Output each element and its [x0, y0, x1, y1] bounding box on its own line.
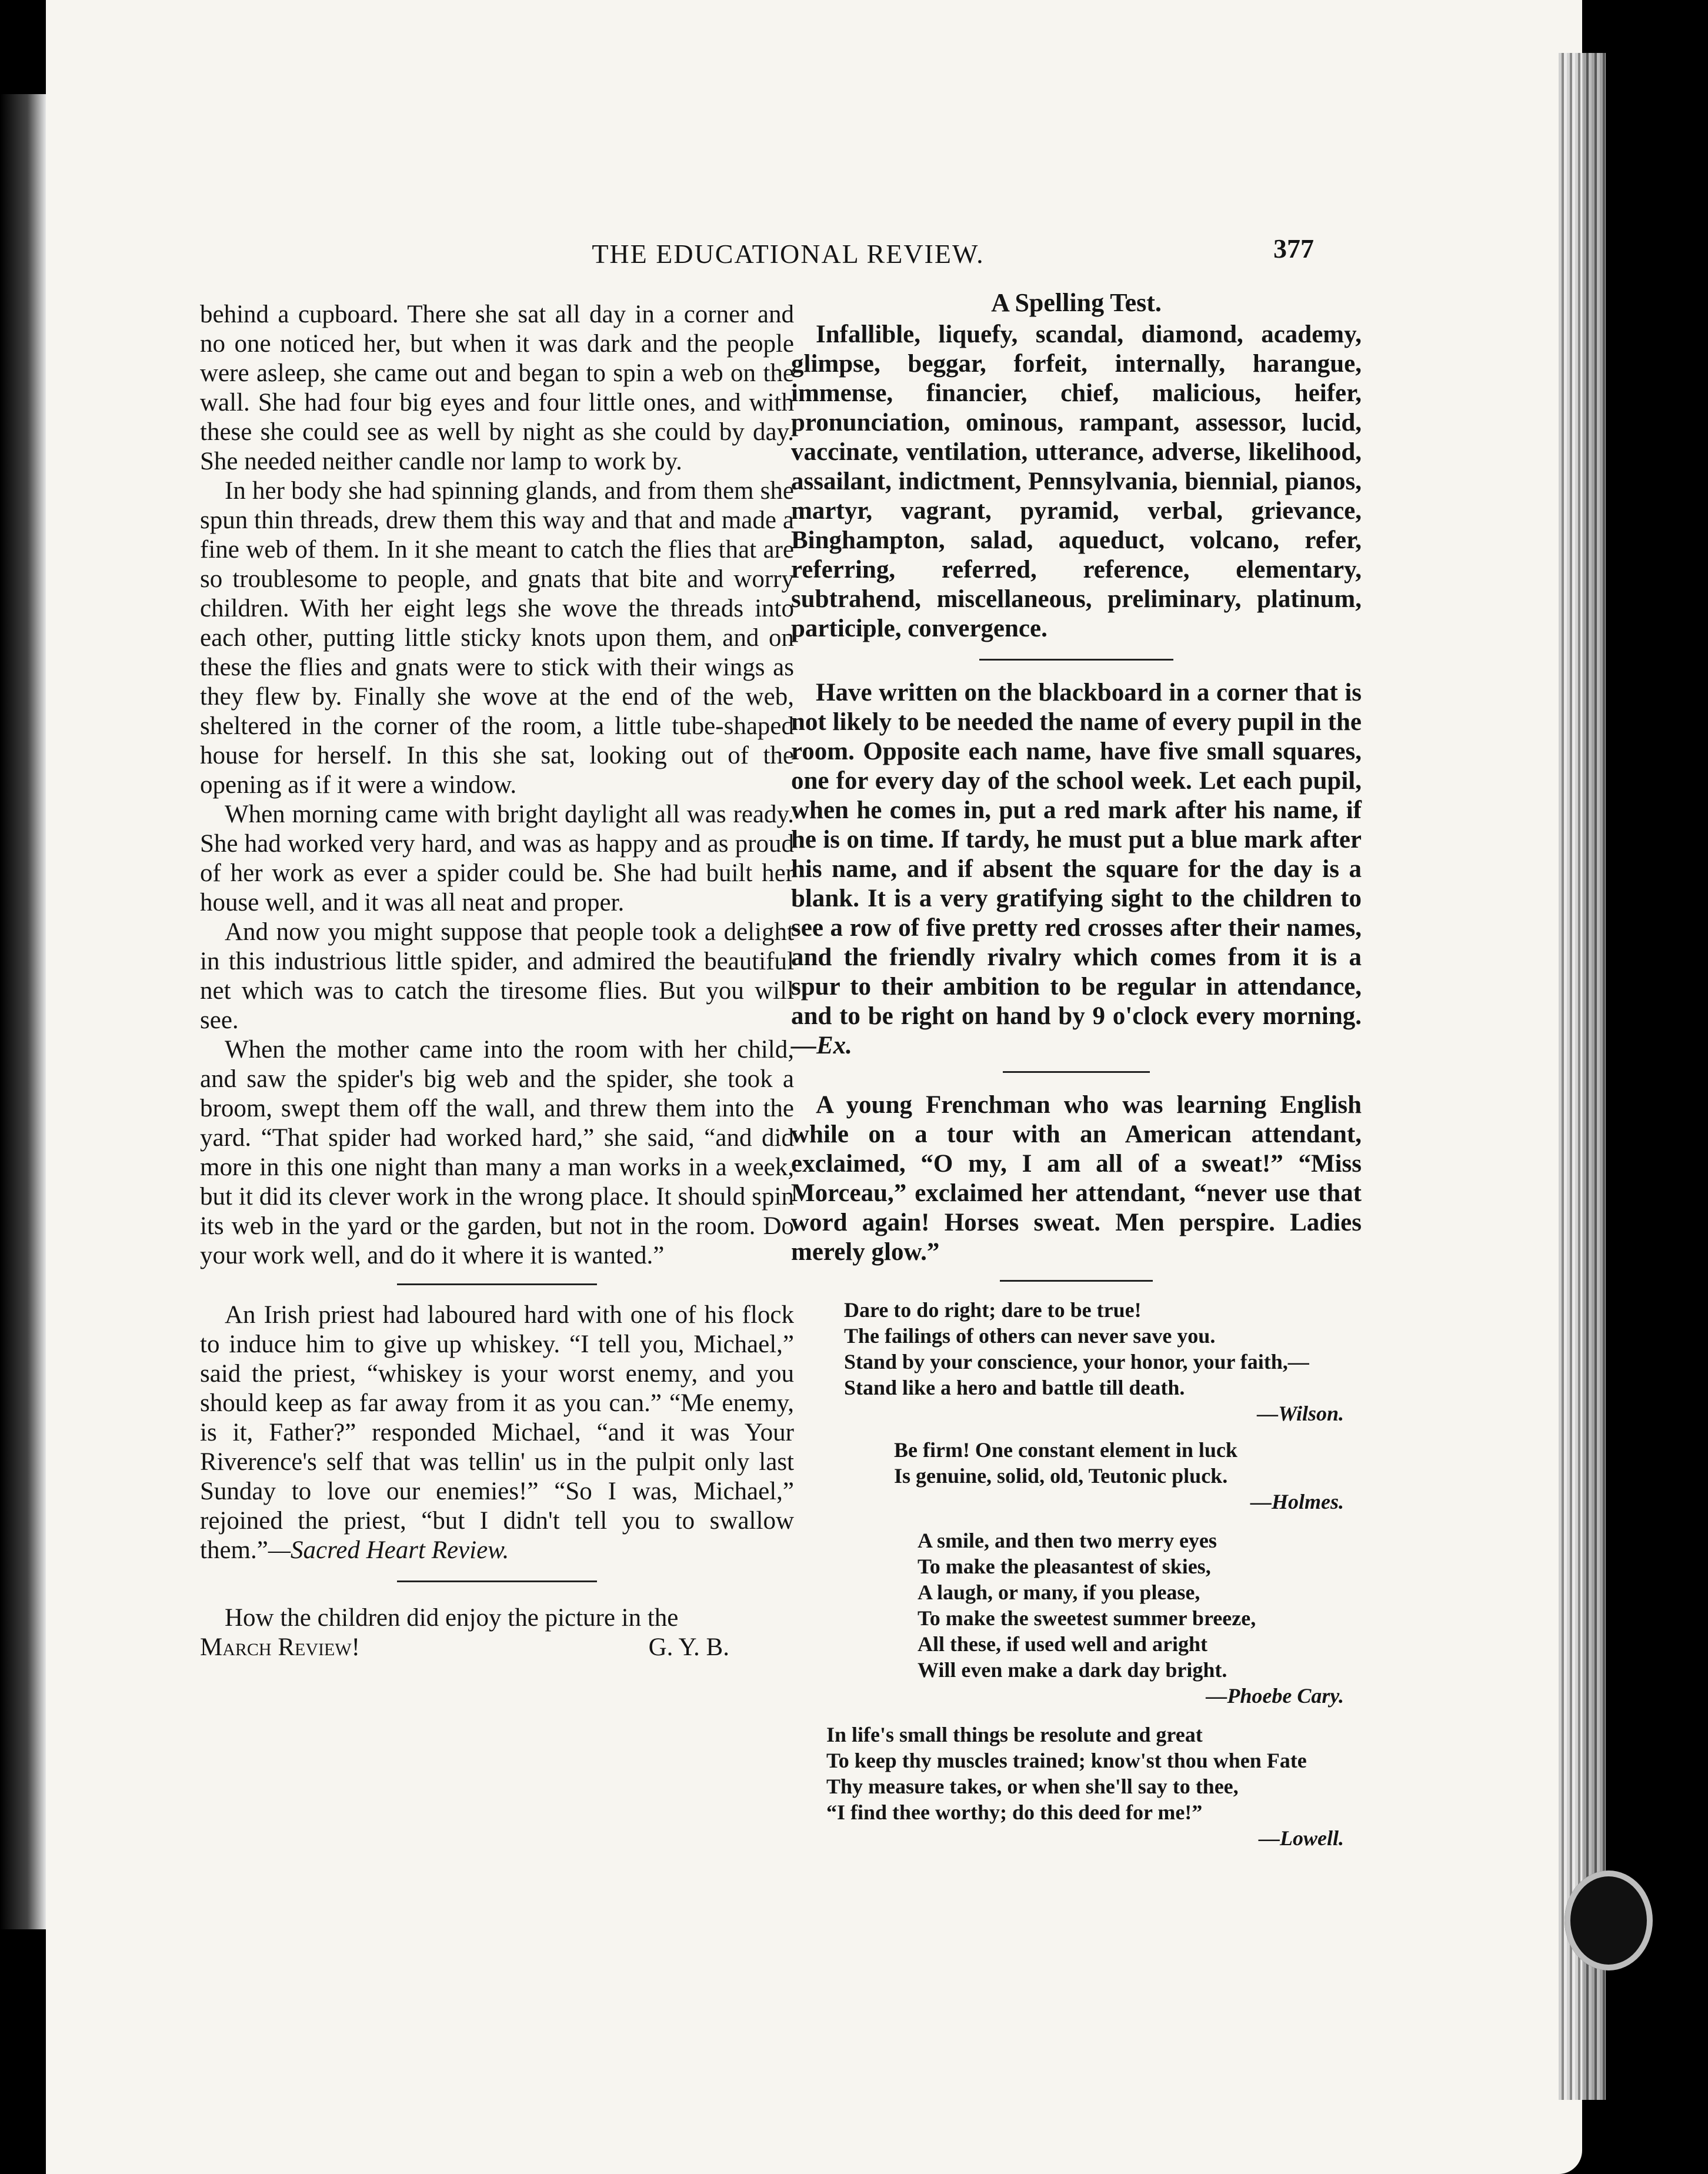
poem-line: Thy measure takes, or when she'll say to thee, [826, 1775, 1239, 1798]
section-divider [397, 1283, 597, 1285]
poem-attribution: —Wilson. [1257, 1402, 1344, 1425]
closing-note-row [200, 1633, 794, 1662]
section-divider [979, 659, 1173, 661]
closing-signature: G. Y. B. [648, 1633, 729, 1661]
irish-priest-source: —Sacred Heart Review. [268, 1536, 509, 1564]
poem-attribution: —Phoebe Cary. [1206, 1684, 1344, 1708]
spider-paragraph-1: behind a cupboard. There she sat all day in a corner and no one noticed her, but when it was dark and the people were asleep, she came out and began to spin a web on the wall. She had four big eyes and four little ones, and with these she could see as well by night as she could by day. She needed neither candle nor lamp to work by. [200, 301, 794, 475]
poem-line: Is genuine, solid, old, Teutonic pluck. [894, 1464, 1228, 1488]
spelling-test-title: A Spelling Test. [991, 288, 1162, 317]
spelling-test-words: Infallible, liquefy, scandal, diamond, academy, glimpse, beggar, forfeit, internally, harangue, immense, financier, chief, malicious, heifer, pronunciation, ominous, rampant, assessor, lucid, vaccinate, ventilation, utterance, adverse, likelihood, assailant, indictment, Pennsylvania, biennial, pianos, martyr, vagrant, pyramid, verbal, grievance, Binghampton, salad, aqueduct, volcano, refer, referring, referred, reference, elementary, subtrahend, miscellaneous, preliminary, platinum, participle, convergence. [791, 321, 1362, 642]
section-divider [1000, 1280, 1153, 1282]
closing-note-line-1: How the children did enjoy the picture in the [225, 1604, 679, 1632]
irish-priest-anecdote [200, 1301, 794, 1565]
spider-paragraph-4: And now you might suppose that people took a delight in this industrious little spider, and admired the beautiful net which was to catch the tiresome flies. But you will see. [200, 918, 794, 1034]
poem-line: Stand by your conscience, your honor, your faith,— [844, 1350, 1309, 1373]
poem-holmes [894, 1437, 1344, 1515]
poem-line: Stand like a hero and battle till death. [844, 1376, 1185, 1399]
poem-line: Will even make a dark day bright. [918, 1658, 1227, 1682]
poem-line: To keep thy muscles trained; know'st thou when Fate [826, 1749, 1307, 1772]
closing-note-line-2: March Review! [200, 1633, 360, 1661]
poem-line: To make the sweetest summer breeze, [918, 1606, 1256, 1630]
page-curl-corner [1564, 1870, 1653, 1970]
poem-wilson [844, 1297, 1344, 1426]
poem-line: The failings of others can never save you. [844, 1324, 1216, 1348]
poem-line: In life's small things be resolute and great [826, 1723, 1203, 1746]
frenchman-anecdote: A young Frenchman who was learning English while on a tour with an American attendant, exclaimed, “O my, I am all of a sweat!” “Miss Morceau,” exclaimed her attendant, “never use that word again! Horses sweat. Men perspire. Ladies merely glow.” [791, 1091, 1362, 1266]
spider-paragraph-2: In her body she had spinning glands, and from them she spun thin threads, drew them this way and that and made a fine web of them. In it she meant to catch the flies that are so troublesome to people, and gnats that bite and worry children. With her eight legs she wove the threads into each other, putting little sticky knots upon them, and on these the flies and gnats were to stick with their wings as they flew by. Finally she wove at the end of the web, sheltered in the corner of the room, a little tube-shaped house for herself. In this she sat, looking out of the opening as if it were a window. [200, 477, 794, 799]
running-header: THE EDUCATIONAL REVIEW. [592, 239, 985, 269]
poem-attribution: —Lowell. [1259, 1826, 1344, 1850]
blackboard-source: —Ex. [791, 1032, 852, 1059]
page-edge-stack [1559, 53, 1606, 2100]
poem-line: “I find thee worthy; do this deed for me!” [826, 1800, 1203, 1824]
section-divider [1003, 1071, 1150, 1073]
poem-cary [918, 1528, 1344, 1709]
blackboard-text: Have written on the blackboard in a corner that is not likely to be needed the name of every pupil in the room. Opposite each name, have five small squares, one for every day of the school week. Let each pupil, when he comes in, put a red mark after his name, if he is on time. If tardy, he must put a blue mark after his name, and if absent the square for the day is a blank. It is a very gratifying sight to the children to see a row of five pretty red crosses after their names, and the friendly rivalry which comes from it is a spur to their ambition to be regular in attendance, and to be right on hand by 9 o'clock every morning. [791, 679, 1362, 1030]
poem-line: Dare to do right; dare to be true! [844, 1298, 1142, 1322]
poem-lowell [826, 1722, 1344, 1851]
spider-paragraph-3: When morning came with bright daylight all was ready. She had worked very hard, and was as happy and as proud of her work as ever a spider could be. She had built her house well, and it was all neat and proper. [200, 801, 794, 916]
page-number: 377 [1273, 234, 1314, 264]
poem-attribution: —Holmes. [1250, 1490, 1344, 1513]
blackboard-paragraph [791, 678, 1362, 1061]
spider-paragraph-5: When the mother came into the room with her child, and saw the spider's big web and the spider, she took a broom, swept them off the wall, and threw them into the yard. “That spider had worked hard,” she said, “and did more in this one night than many a man works in a week, but it did its clever work in the wrong place. It should spin its web in the yard or the garden, but not in the room. Do your work well, and do it where it is wanted.” [200, 1036, 794, 1269]
binding-gutter [0, 94, 46, 1929]
irish-priest-text: An Irish priest had laboured hard with one of his flock to induce him to give up whiskey. “I tell you, Michael,” said the priest, “whiskey is your worst enemy, and you should keep as far away from it as you can.” “Me enemy, is it, Father?” responded Michael, “and it was Your Riverence's self that was tellin' us in the pulpit only last Sunday to love our enemies!” “So I was, Michael,” rejoined the priest, “but I didn't tell you to swallow them.” [200, 1301, 794, 1564]
poem-line: A smile, and then two merry eyes [918, 1529, 1217, 1552]
poem-line: A laugh, or many, if you please, [918, 1581, 1200, 1604]
poem-line: All these, if used well and aright [918, 1632, 1208, 1656]
left-column [200, 300, 794, 1662]
right-column [791, 288, 1362, 1851]
poem-line: To make the pleasantest of skies, [918, 1555, 1211, 1578]
section-divider [397, 1581, 597, 1582]
poem-line: Be firm! One constant element in luck [894, 1438, 1237, 1462]
